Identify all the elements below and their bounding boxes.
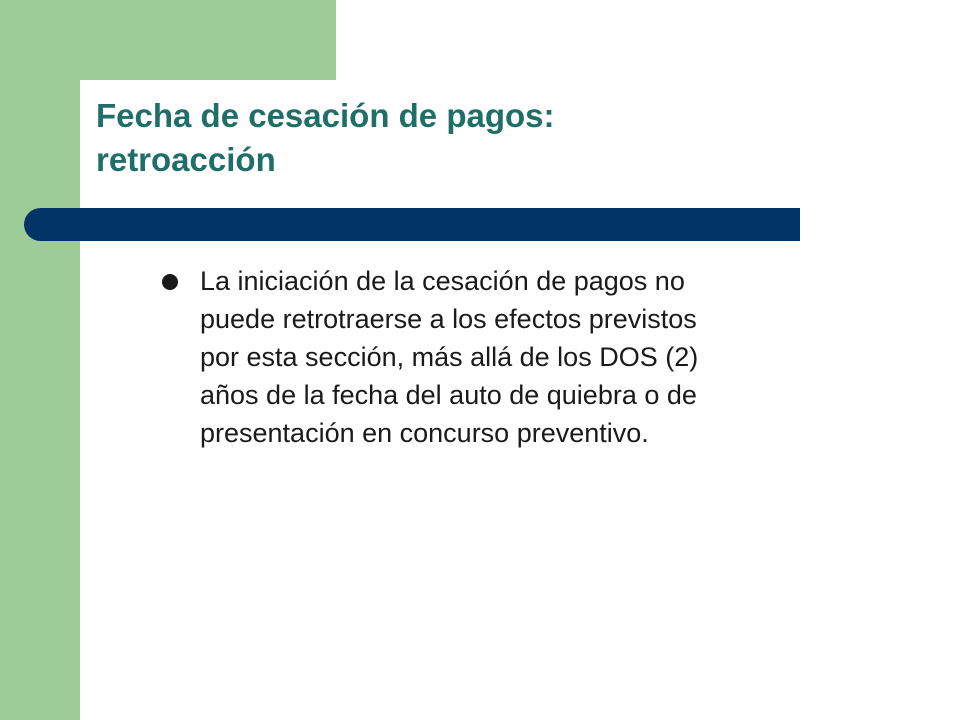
- green-left-band: [0, 0, 80, 720]
- green-top-band: [0, 0, 336, 80]
- title-divider-bar: [24, 208, 800, 241]
- bullet-line: por esta sección, más allá de los DOS (2): [200, 342, 699, 372]
- title-line-2: retroacción: [96, 141, 276, 178]
- bullet-line: presentación en concurso preventivo.: [200, 418, 649, 448]
- title-line-1: Fecha de cesación de pagos:: [96, 97, 555, 134]
- bullet-dot-icon: [162, 274, 178, 290]
- bullet-text: [200, 262, 900, 452]
- slide-title: [96, 94, 796, 182]
- bullet-line: La iniciación de la cesación de pagos no: [200, 266, 685, 296]
- bullet-line: años de la fecha del auto de quiebra o de: [200, 380, 697, 410]
- bullet-line: puede retrotraerse a los efectos previstos: [200, 304, 697, 334]
